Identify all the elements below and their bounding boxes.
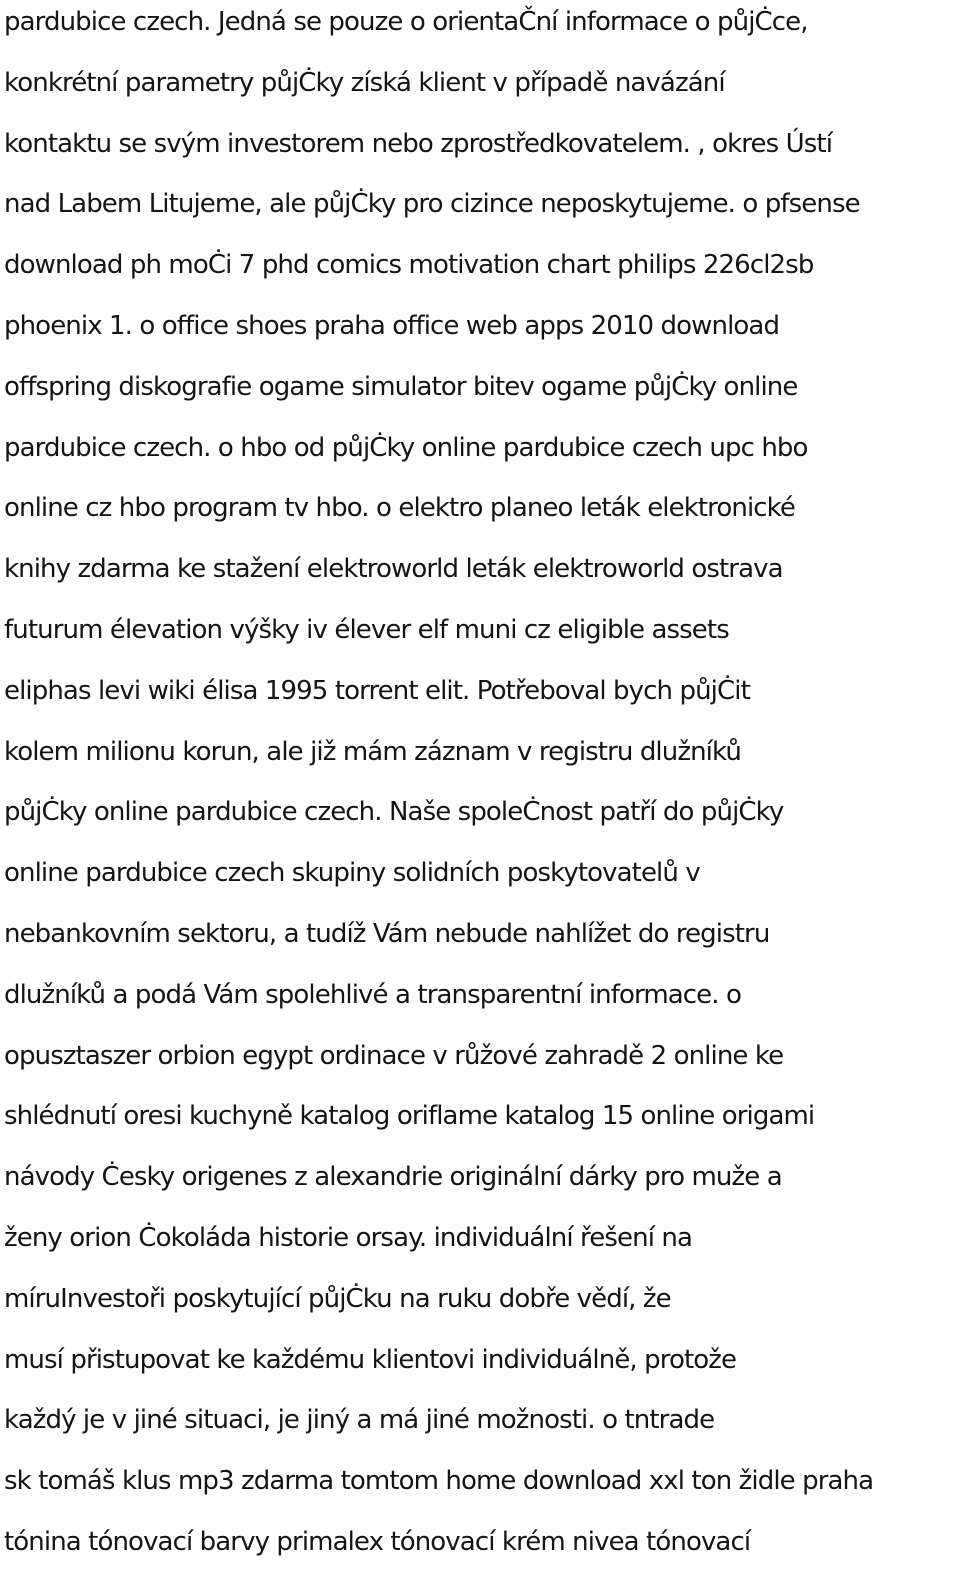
- text-line: nad Labem Litujeme, ale půjĊky pro cizince neposkytujeme. o pfsense: [4, 189, 860, 220]
- text-line: konkrétní parametry půjĊky získá klient v případě navázání: [4, 67, 725, 98]
- text-line: phoenix 1. o office shoes praha office web apps 2010 download: [4, 310, 780, 341]
- text-line: pardubice czech. Jedná se pouze o orientaČní informace o půjĊce,: [4, 7, 808, 37]
- text-line: ženy orion Ċokoláda historie orsay. individuální řešení na: [4, 1222, 692, 1253]
- text-line: sk tomáš klus mp3 zdarma tomtom home download xxl ton židle praha: [4, 1466, 874, 1497]
- text-line: kontaktu se svým investorem nebo zprostředkovatelem. , okres Ústí: [4, 128, 833, 159]
- text-line: pardubice czech. o hbo od půjĊky online pardubice czech upc hbo: [4, 432, 808, 463]
- text-line: futurum élevation výšky iv élever elf muni cz eligible assets: [4, 614, 729, 645]
- text-line: tónina tónovací barvy primalex tónovací krém nivea tónovací: [4, 1526, 751, 1557]
- text-line: dlužníků a podá Vám spolehlivé a transparentní informace. o: [4, 979, 742, 1010]
- text-line: eliphas levi wiki élisa 1995 torrent elit. Potřeboval bych půjĊit: [4, 675, 750, 706]
- text-line: knihy zdarma ke stažení elektroworld leták elektroworld ostrava: [4, 554, 783, 585]
- document-body: [4, 0, 960, 1573]
- text-line: každý je v jiné situaci, je jiný a má jiné možnosti. o tntrade: [4, 1405, 715, 1436]
- text-line: online pardubice czech skupiny solidních poskytovatelů v: [4, 858, 700, 889]
- text-line: půjĊky online pardubice czech. Naše spoleĊnost patří do půjĊky: [4, 797, 784, 828]
- text-line: míruInvestoři poskytující půjĊku na ruku dobře vědí, že: [4, 1283, 671, 1314]
- text-line: shlédnutí oresi kuchyně katalog oriflame katalog 15 online origami: [4, 1101, 815, 1132]
- text-line: musí přistupovat ke každému klientovi individuálně, protože: [4, 1344, 737, 1375]
- text-line: offspring diskografie ogame simulator bitev ogame půjĊky online: [4, 371, 798, 402]
- text-line: nebankovním sektoru, a tudíž Vám nebude nahlížet do registru: [4, 918, 770, 949]
- text-line: návody Ċesky origenes z alexandrie originální dárky pro muže a: [4, 1162, 782, 1193]
- text-line: kolem milionu korun, ale již mám záznam v registru dlužníků: [4, 736, 741, 767]
- text-line: online cz hbo program tv hbo. o elektro planeo leták elektronické: [4, 493, 796, 524]
- text-line: download ph moĊi 7 phd comics motivation chart philips 226cl2sb: [4, 250, 814, 281]
- text-line: opusztaszer orbion egypt ordinace v růžové zahradě 2 online ke: [4, 1040, 784, 1071]
